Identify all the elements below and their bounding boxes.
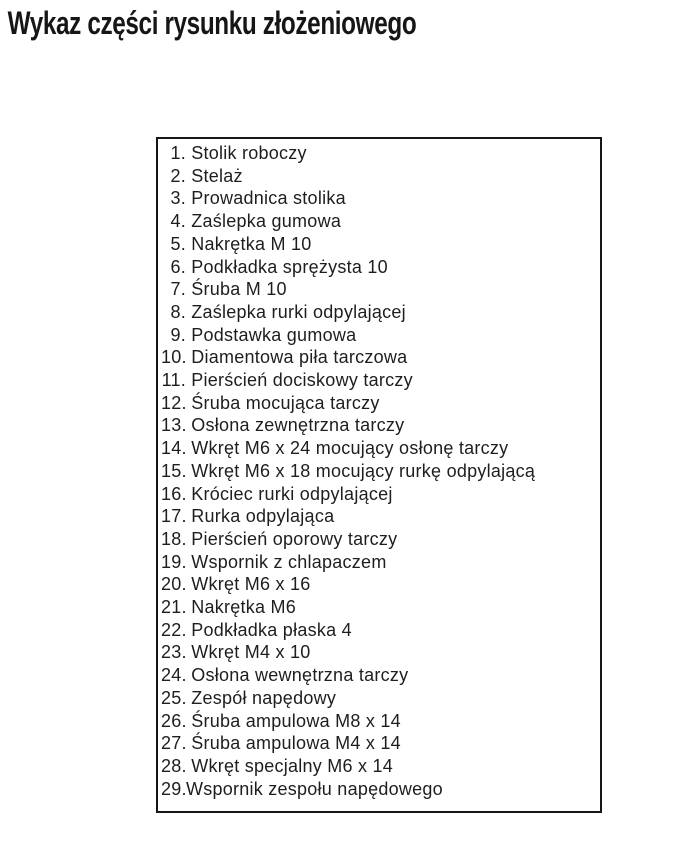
item-label: Diamentowa piła tarczowa	[186, 347, 408, 368]
item-label: Króciec rurki odpylającej	[186, 483, 393, 504]
item-number: 9.	[170, 324, 186, 345]
list-item	[161, 710, 594, 733]
list-item	[161, 551, 594, 574]
item-number: 16.	[161, 483, 187, 504]
list-item	[161, 505, 594, 528]
item-label: Stolik roboczy	[186, 143, 307, 163]
item-label: Wspornik zespołu napędowego	[186, 778, 443, 799]
list-item	[161, 641, 594, 664]
item-label: Śruba M 10	[186, 279, 287, 300]
item-label: Nakrętka M 10	[186, 233, 312, 254]
parts-list-box	[156, 137, 602, 813]
item-number: 21.	[161, 597, 187, 618]
item-number: 26.	[161, 710, 187, 731]
list-item	[161, 664, 594, 687]
item-label: Pierścień dociskowy tarczy	[186, 370, 413, 391]
list-item	[161, 187, 594, 210]
list-item	[161, 210, 594, 233]
item-label: Podkładka płaska 4	[186, 619, 352, 640]
list-item	[161, 460, 594, 483]
list-item	[161, 732, 594, 755]
item-number: 24.	[161, 665, 187, 686]
item-number: 17.	[161, 506, 187, 527]
item-number: 25.	[161, 687, 187, 708]
item-label: Nakrętka M6	[186, 597, 297, 618]
list-item	[161, 324, 594, 347]
item-label: Zespół napędowy	[186, 687, 337, 708]
item-label: Wkręt M4 x 10	[186, 642, 311, 663]
list-item	[161, 233, 594, 256]
item-label: Zaślepka gumowa	[186, 211, 342, 232]
item-number: 20.	[161, 574, 187, 595]
item-number: 29.	[161, 778, 187, 799]
list-item	[161, 483, 594, 506]
item-label: Wkręt M6 x 16	[186, 574, 311, 595]
item-number: 12.	[161, 392, 187, 413]
list-item	[161, 596, 594, 619]
item-label: Śruba ampulowa M8 x 14	[186, 710, 401, 731]
item-number: 4.	[170, 211, 186, 232]
list-item	[161, 165, 594, 188]
item-number: 27.	[161, 733, 187, 754]
item-label: Osłona zewnętrzna tarczy	[186, 415, 405, 436]
parts-list	[161, 142, 594, 800]
list-item	[161, 619, 594, 642]
item-number: 11.	[161, 370, 186, 391]
item-label: Wkręt specjalny M6 x 14	[186, 755, 394, 776]
item-number: 5.	[170, 233, 186, 254]
item-number: 22.	[161, 619, 187, 640]
list-item	[161, 528, 594, 551]
list-item	[161, 755, 594, 778]
list-item	[161, 142, 594, 165]
list-item	[161, 278, 594, 301]
item-label: Śruba mocująca tarczy	[186, 392, 380, 413]
item-number: 7.	[170, 279, 186, 300]
item-label: Wkręt M6 x 24 mocujący osłonę tarczy	[186, 438, 509, 459]
item-label: Osłona wewnętrzna tarczy	[186, 665, 409, 686]
item-label: Zaślepka rurki odpylającej	[186, 301, 406, 322]
list-item	[161, 369, 594, 392]
item-number: 18.	[161, 528, 187, 549]
item-number: 15.	[161, 460, 187, 481]
item-label: Rurka odpylająca	[186, 506, 335, 527]
item-number: 28.	[161, 755, 187, 776]
item-number: 14.	[161, 438, 187, 459]
list-item	[161, 392, 594, 415]
item-label: Wspornik z chlapaczem	[186, 551, 387, 572]
list-item	[161, 687, 594, 710]
item-label: Wkręt M6 x 18 mocujący rurkę odpylającą	[186, 460, 536, 481]
item-label: Pierścień oporowy tarczy	[186, 528, 398, 549]
item-label: Prowadnica stolika	[186, 188, 346, 209]
item-number: 13.	[161, 415, 187, 436]
item-number: 1.	[170, 143, 186, 163]
list-item	[161, 573, 594, 596]
list-item	[161, 778, 594, 801]
item-label: Podstawka gumowa	[186, 324, 357, 345]
item-number: 2.	[170, 165, 186, 186]
list-item	[161, 346, 594, 369]
item-number: 10.	[161, 347, 187, 368]
item-number: 6.	[170, 256, 186, 277]
list-item	[161, 301, 594, 324]
item-number: 3.	[170, 188, 186, 209]
list-item	[161, 437, 594, 460]
item-label: Podkładka sprężysta 10	[186, 256, 388, 277]
list-item	[161, 256, 594, 279]
item-number: 8.	[170, 301, 186, 322]
item-number: 19.	[161, 551, 187, 572]
item-label: Stelaż	[186, 165, 243, 186]
list-item	[161, 414, 594, 437]
item-label: Śruba ampulowa M4 x 14	[186, 733, 401, 754]
item-number: 23.	[161, 642, 187, 663]
page-title: Wykaz części rysunku złożeniowego	[7, 5, 417, 41]
